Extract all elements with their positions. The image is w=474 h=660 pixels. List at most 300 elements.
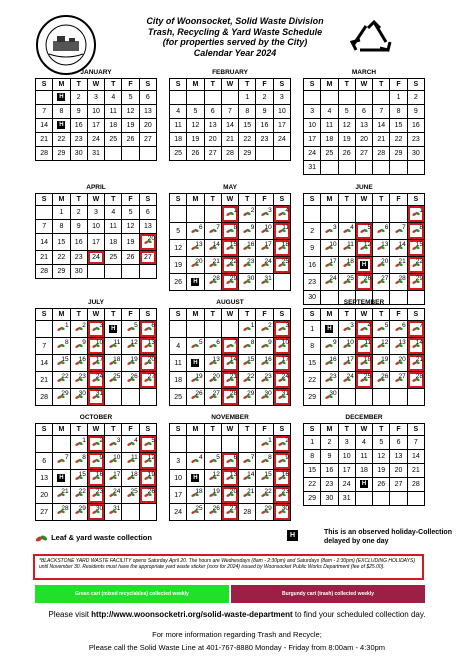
day-cell bbox=[373, 240, 390, 257]
day-number: 9 bbox=[250, 224, 255, 231]
weekday-header: F bbox=[256, 194, 273, 206]
day-cell bbox=[239, 274, 256, 291]
day-cell bbox=[321, 372, 338, 389]
weekday-header: T bbox=[239, 79, 256, 91]
cart-legend bbox=[35, 585, 425, 603]
day-cell bbox=[407, 338, 424, 355]
day-cell: 24 bbox=[87, 133, 104, 147]
day-cell: 28 bbox=[36, 389, 53, 406]
day-number: 5 bbox=[384, 322, 389, 329]
day-number: 22 bbox=[61, 373, 69, 380]
day-cell bbox=[273, 372, 290, 389]
day-cell: 14 bbox=[36, 234, 53, 251]
empty-cell bbox=[170, 436, 187, 453]
day-number: 3 bbox=[99, 322, 104, 329]
day-cell bbox=[321, 257, 338, 274]
day-cell bbox=[70, 389, 87, 406]
month-february bbox=[169, 68, 291, 161]
day-cell: 17 bbox=[87, 234, 104, 251]
day-cell bbox=[53, 355, 70, 372]
day-number: 12 bbox=[147, 454, 155, 461]
day-cell bbox=[256, 274, 273, 291]
day-cell: 11 bbox=[170, 355, 187, 372]
day-number: 8 bbox=[419, 224, 423, 231]
day-cell bbox=[239, 470, 256, 487]
day-number: 16 bbox=[95, 471, 104, 478]
weekday-header: T bbox=[373, 424, 390, 436]
weekday-header: W bbox=[87, 79, 104, 91]
day-number: 12 bbox=[212, 471, 220, 478]
day-number: 11 bbox=[130, 454, 138, 461]
empty-cell bbox=[139, 265, 156, 279]
day-cell bbox=[407, 240, 424, 257]
month-table bbox=[169, 308, 291, 406]
day-cell: 23 bbox=[70, 133, 87, 147]
day-number: 22 bbox=[264, 488, 272, 495]
day-cell bbox=[53, 91, 70, 105]
day-cell: 3 bbox=[170, 453, 187, 470]
day-number: 22 bbox=[78, 488, 86, 495]
day-cell bbox=[53, 453, 70, 470]
month-may bbox=[169, 183, 291, 291]
day-cell bbox=[273, 223, 290, 240]
weekday-header: M bbox=[187, 79, 204, 91]
day-number: 3 bbox=[285, 322, 289, 329]
day-cell bbox=[53, 119, 70, 133]
day-cell bbox=[187, 389, 204, 406]
weekday-header: S bbox=[407, 79, 424, 91]
day-number: 13 bbox=[147, 339, 155, 346]
day-cell bbox=[187, 504, 204, 521]
weekday-header: T bbox=[239, 194, 256, 206]
day-number: 10 bbox=[329, 241, 337, 248]
day-cell bbox=[239, 355, 256, 372]
day-cell bbox=[70, 321, 87, 338]
day-cell: 19 bbox=[170, 257, 187, 274]
weekday-header: S bbox=[36, 309, 53, 321]
empty-cell bbox=[304, 206, 321, 223]
day-cell bbox=[139, 487, 156, 504]
day-number: 10 bbox=[264, 224, 272, 231]
day-cell bbox=[204, 389, 221, 406]
day-cell bbox=[355, 240, 372, 257]
day-cell: 10 bbox=[338, 450, 355, 464]
day-number: 25 bbox=[363, 373, 372, 380]
day-cell: 31 bbox=[87, 147, 104, 161]
weekday-header: W bbox=[355, 309, 372, 321]
day-cell: 21 bbox=[36, 133, 53, 147]
empty-cell bbox=[390, 161, 407, 175]
day-cell: 8 bbox=[239, 105, 256, 119]
day-cell bbox=[390, 274, 407, 291]
day-cell bbox=[407, 274, 424, 291]
day-cell: 1 bbox=[239, 91, 256, 105]
day-cell: 4 bbox=[170, 338, 187, 355]
day-cell bbox=[338, 372, 355, 389]
day-cell bbox=[53, 321, 70, 338]
day-cell: 20 bbox=[36, 487, 53, 504]
day-cell: 14 bbox=[373, 119, 390, 133]
day-number: 16 bbox=[281, 471, 289, 478]
weekday-header: F bbox=[122, 309, 139, 321]
day-cell bbox=[221, 389, 238, 406]
month-table bbox=[303, 423, 425, 506]
holiday-icon: H bbox=[327, 325, 332, 332]
day-number: 9 bbox=[332, 339, 337, 346]
day-cell bbox=[204, 504, 221, 521]
day-cell: 21 bbox=[407, 464, 424, 478]
day-cell bbox=[273, 206, 290, 223]
day-cell bbox=[105, 355, 122, 372]
day-number: 13 bbox=[229, 471, 238, 478]
month-table bbox=[35, 193, 157, 279]
info-line-1: For more information regarding Trash and Recycle; bbox=[152, 630, 322, 639]
day-cell bbox=[239, 389, 256, 406]
day-cell bbox=[390, 338, 407, 355]
day-number: 28 bbox=[212, 275, 220, 282]
day-cell bbox=[87, 338, 104, 355]
recycle-icon bbox=[350, 20, 398, 64]
day-cell bbox=[87, 389, 104, 406]
holiday-icon: H bbox=[193, 359, 198, 366]
day-cell bbox=[87, 355, 104, 372]
day-number: 7 bbox=[402, 224, 406, 231]
day-cell: 24 bbox=[273, 133, 290, 147]
month-december bbox=[303, 413, 425, 506]
day-number: 5 bbox=[216, 454, 220, 461]
month-title: OCTOBER bbox=[79, 414, 113, 421]
day-cell: 18 bbox=[170, 133, 187, 147]
month-september bbox=[303, 298, 425, 406]
day-cell: 3 bbox=[273, 91, 290, 105]
day-number: 30 bbox=[247, 275, 255, 282]
day-number: 10 bbox=[281, 339, 289, 346]
day-cell: 5 bbox=[122, 206, 139, 220]
day-cell bbox=[187, 240, 204, 257]
day-cell: 9 bbox=[321, 450, 338, 464]
day-cell: 30 bbox=[70, 147, 87, 161]
day-cell bbox=[105, 504, 122, 521]
day-cell: 29 bbox=[239, 147, 256, 161]
day-cell: 14 bbox=[36, 119, 53, 133]
day-number: 1 bbox=[268, 437, 272, 444]
day-number: 16 bbox=[247, 241, 255, 248]
month-title: SEPTEMBER bbox=[343, 299, 385, 306]
day-number: 29 bbox=[264, 505, 272, 512]
day-number: 12 bbox=[363, 241, 372, 248]
day-cell bbox=[373, 274, 390, 291]
day-cell bbox=[70, 504, 87, 521]
day-number: 16 bbox=[78, 356, 86, 363]
day-cell: 5 bbox=[338, 105, 355, 119]
visit-suffix: to find your scheduled collection day. bbox=[292, 610, 426, 619]
day-cell: 1 bbox=[390, 91, 407, 105]
day-number: 29 bbox=[78, 505, 86, 512]
day-number: 14 bbox=[247, 471, 255, 478]
day-cell: 29 bbox=[53, 265, 70, 279]
day-cell: 13 bbox=[36, 470, 53, 487]
month-november bbox=[169, 413, 291, 521]
day-cell bbox=[139, 436, 156, 453]
header-city: City of Woonsocket, Solid Waste Division bbox=[146, 16, 324, 26]
month-april bbox=[35, 183, 157, 279]
day-number: 15 bbox=[415, 241, 423, 248]
day-cell: 6 bbox=[139, 206, 156, 220]
day-cell: 22 bbox=[304, 478, 321, 492]
day-cell bbox=[221, 338, 238, 355]
day-cell bbox=[338, 274, 355, 291]
day-number: 8 bbox=[268, 454, 272, 461]
day-cell: 14 bbox=[221, 119, 238, 133]
day-cell: 16 bbox=[70, 119, 87, 133]
day-cell: 26 bbox=[373, 478, 390, 492]
day-cell bbox=[407, 206, 424, 223]
day-cell: 12 bbox=[122, 220, 139, 234]
day-cell: 19 bbox=[122, 119, 139, 133]
day-number: 18 bbox=[130, 471, 138, 478]
day-cell bbox=[239, 206, 256, 223]
city-seal-logo bbox=[35, 14, 97, 76]
day-cell bbox=[321, 355, 338, 372]
day-cell: 8 bbox=[304, 450, 321, 464]
month-title: JULY bbox=[87, 299, 105, 306]
day-cell bbox=[204, 257, 221, 274]
day-cell bbox=[221, 453, 238, 470]
day-number: 1 bbox=[64, 322, 69, 329]
day-number: 9 bbox=[99, 454, 104, 461]
day-cell: 15 bbox=[390, 119, 407, 133]
day-cell bbox=[273, 257, 290, 274]
day-cell bbox=[321, 338, 338, 355]
weekday-header: F bbox=[256, 309, 273, 321]
day-cell: 2 bbox=[304, 223, 321, 240]
day-cell: 21 bbox=[221, 133, 238, 147]
weekday-header: M bbox=[187, 309, 204, 321]
day-cell bbox=[105, 487, 122, 504]
day-cell bbox=[204, 223, 221, 240]
header-scope: (for properties served by the City) bbox=[162, 37, 308, 47]
month-table bbox=[303, 78, 425, 175]
day-number: 21 bbox=[398, 258, 406, 265]
day-cell: 26 bbox=[170, 274, 187, 291]
day-cell: 5 bbox=[187, 105, 204, 119]
empty-cell bbox=[170, 321, 187, 338]
day-cell: 6 bbox=[36, 453, 53, 470]
day-cell bbox=[256, 338, 273, 355]
day-number: 26 bbox=[212, 505, 220, 512]
day-cell bbox=[355, 257, 372, 274]
day-number: 23 bbox=[281, 488, 289, 495]
holiday-icon: H bbox=[111, 325, 116, 332]
day-cell bbox=[373, 257, 390, 274]
day-cell bbox=[273, 453, 290, 470]
day-cell: 22 bbox=[390, 133, 407, 147]
day-cell: 30 bbox=[321, 492, 338, 506]
empty-cell bbox=[407, 492, 424, 506]
empty-cell bbox=[373, 91, 390, 105]
day-cell bbox=[187, 487, 204, 504]
website-link[interactable]: http://www.woonsocketri.org/solid-waste-department bbox=[91, 610, 293, 619]
day-cell bbox=[187, 355, 204, 372]
day-number: 4 bbox=[350, 224, 354, 231]
day-number: 3 bbox=[350, 322, 354, 329]
day-cell bbox=[204, 355, 221, 372]
month-table bbox=[35, 423, 157, 521]
weekday-header: M bbox=[187, 424, 204, 436]
day-number: 9 bbox=[285, 454, 289, 461]
empty-cell bbox=[321, 161, 338, 175]
day-cell: 29 bbox=[304, 492, 321, 506]
holiday-icon: H bbox=[193, 278, 198, 285]
day-number: 17 bbox=[113, 471, 121, 478]
weekday-header: F bbox=[390, 424, 407, 436]
day-cell bbox=[221, 274, 238, 291]
day-cell bbox=[204, 274, 221, 291]
weekday-header: S bbox=[139, 194, 156, 206]
day-cell bbox=[239, 240, 256, 257]
info-line-2: Please call the Solid Waste Line at 401-767-8880 Monday - Friday from 8:00am - 4:30pm bbox=[88, 643, 386, 652]
visit-line bbox=[0, 610, 474, 619]
day-cell: 29 bbox=[390, 147, 407, 161]
day-cell: 9 bbox=[70, 105, 87, 119]
day-number: 21 bbox=[415, 356, 423, 363]
day-number: 6 bbox=[402, 322, 406, 329]
day-number: 22 bbox=[229, 258, 238, 265]
day-cell: 17 bbox=[338, 464, 355, 478]
day-cell bbox=[239, 257, 256, 274]
weekday-header: T bbox=[204, 424, 221, 436]
day-cell: 11 bbox=[355, 450, 372, 464]
day-number: 28 bbox=[229, 390, 238, 397]
weekday-header: T bbox=[70, 309, 87, 321]
empty-cell bbox=[204, 206, 221, 223]
day-cell bbox=[407, 321, 424, 338]
day-cell bbox=[373, 321, 390, 338]
day-cell: 12 bbox=[122, 105, 139, 119]
day-number: 4 bbox=[134, 437, 138, 444]
day-cell bbox=[407, 223, 424, 240]
day-number: 24 bbox=[329, 275, 337, 282]
weekday-header: T bbox=[373, 79, 390, 91]
day-cell bbox=[273, 487, 290, 504]
day-cell: 16 bbox=[321, 464, 338, 478]
day-number: 5 bbox=[367, 224, 372, 231]
day-cell: 3 bbox=[304, 105, 321, 119]
day-cell bbox=[53, 389, 70, 406]
day-number: 29 bbox=[229, 275, 238, 282]
day-cell bbox=[204, 453, 221, 470]
day-cell: 5 bbox=[373, 436, 390, 450]
month-table bbox=[303, 193, 425, 305]
empty-cell bbox=[273, 147, 290, 161]
empty-cell bbox=[105, 389, 122, 406]
day-number: 22 bbox=[247, 373, 255, 380]
day-cell bbox=[139, 355, 156, 372]
day-number: 8 bbox=[82, 454, 86, 461]
empty-cell bbox=[355, 161, 372, 175]
day-number: 11 bbox=[282, 224, 289, 231]
day-cell bbox=[122, 355, 139, 372]
day-cell bbox=[70, 487, 87, 504]
day-number: 19 bbox=[130, 356, 138, 363]
calendar-header bbox=[100, 16, 370, 58]
day-cell: 16 bbox=[407, 119, 424, 133]
weekday-header: M bbox=[53, 309, 70, 321]
day-cell bbox=[70, 436, 87, 453]
weekday-header: W bbox=[87, 309, 104, 321]
day-number: 20 bbox=[147, 356, 155, 363]
day-cell bbox=[221, 372, 238, 389]
day-cell bbox=[221, 206, 238, 223]
day-cell: 7 bbox=[36, 105, 53, 119]
burgundy-cart-bar: Burgundy cart (trash) collected weekly bbox=[231, 585, 425, 603]
day-cell: 4 bbox=[105, 206, 122, 220]
day-cell: 31 bbox=[338, 492, 355, 506]
day-cell: 22 bbox=[53, 251, 70, 265]
day-cell: 14 bbox=[36, 355, 53, 372]
day-cell bbox=[221, 223, 238, 240]
day-cell: 15 bbox=[239, 119, 256, 133]
day-cell: 8 bbox=[53, 105, 70, 119]
day-cell: 8 bbox=[304, 338, 321, 355]
day-number: 21 bbox=[229, 373, 238, 380]
empty-cell bbox=[373, 206, 390, 223]
day-cell: 27 bbox=[390, 478, 407, 492]
day-cell: 7 bbox=[407, 436, 424, 450]
weekday-header: F bbox=[390, 309, 407, 321]
weekday-header: S bbox=[304, 194, 321, 206]
day-number: 1 bbox=[233, 207, 238, 214]
day-cell bbox=[105, 470, 122, 487]
day-cell bbox=[122, 470, 139, 487]
day-number: 5 bbox=[134, 322, 138, 329]
day-number: 29 bbox=[415, 275, 423, 282]
day-cell bbox=[321, 389, 338, 406]
day-cell: 21 bbox=[373, 133, 390, 147]
weekday-header: S bbox=[304, 79, 321, 91]
month-title: AUGUST bbox=[216, 299, 244, 306]
day-cell bbox=[187, 223, 204, 240]
day-number: 25 bbox=[130, 488, 138, 495]
day-cell: 30 bbox=[304, 291, 321, 305]
weekday-header: T bbox=[204, 194, 221, 206]
day-number: 26 bbox=[130, 373, 138, 380]
day-cell bbox=[105, 338, 122, 355]
weekday-header: T bbox=[105, 79, 122, 91]
weekday-header: T bbox=[70, 194, 87, 206]
day-cell bbox=[373, 338, 390, 355]
empty-cell bbox=[355, 206, 372, 223]
day-cell bbox=[122, 453, 139, 470]
legend bbox=[35, 528, 452, 552]
day-cell: 5 bbox=[122, 91, 139, 105]
day-cell bbox=[407, 355, 424, 372]
day-cell: 2 bbox=[321, 436, 338, 450]
empty-cell bbox=[139, 147, 156, 161]
weekday-header: T bbox=[105, 309, 122, 321]
holiday-icon: H bbox=[59, 474, 64, 481]
day-cell: 21 bbox=[36, 372, 53, 389]
month-title: FEBRUARY bbox=[212, 69, 248, 76]
day-number: 24 bbox=[95, 373, 104, 380]
day-cell: 25 bbox=[105, 251, 122, 265]
month-table bbox=[169, 423, 291, 521]
day-cell: 25 bbox=[170, 389, 187, 406]
day-number: 30 bbox=[264, 390, 272, 397]
empty-cell bbox=[187, 436, 204, 453]
day-cell: 7 bbox=[373, 105, 390, 119]
weekday-header: W bbox=[87, 424, 104, 436]
